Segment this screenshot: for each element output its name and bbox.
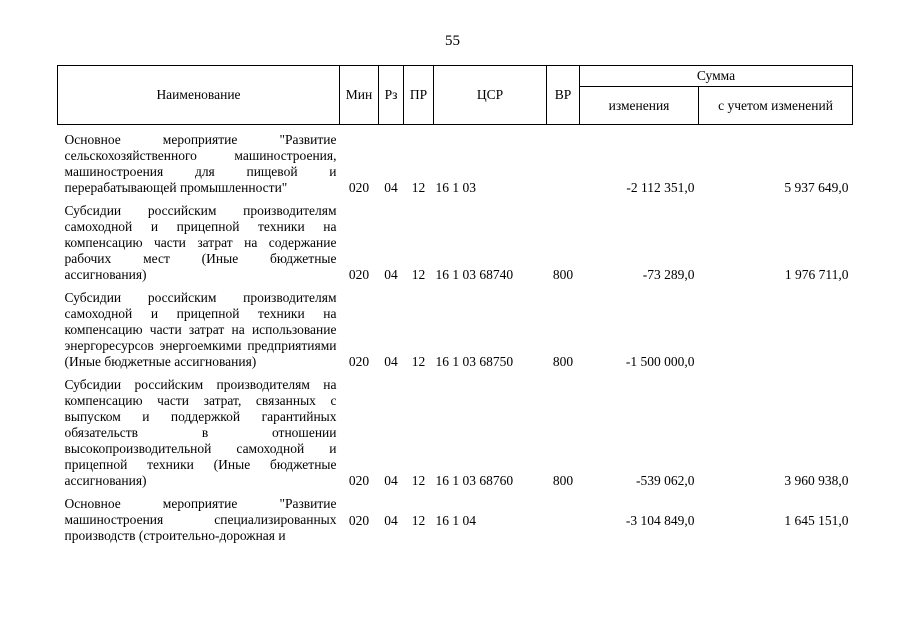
cell-with-change: 1 976 711,0: [784, 267, 849, 282]
cell-vr: 800: [552, 267, 574, 282]
cell-pr: 12: [411, 513, 426, 528]
table-row: [58, 496, 853, 544]
cell-with-change: 5 937 649,0: [784, 180, 849, 195]
cell-change: -539 062,0: [636, 473, 695, 488]
header-csr: ЦСР: [434, 66, 547, 125]
cell-min: 020: [348, 180, 370, 195]
table-row: [58, 377, 853, 489]
cell-with-change: [699, 290, 853, 370]
cell-change: -1 500 000,0: [625, 354, 695, 369]
table-header: [58, 66, 853, 125]
cell-min: 020: [348, 513, 370, 528]
header-change: изменения: [580, 87, 699, 125]
table-body: [58, 125, 853, 545]
header-vr: ВР: [547, 66, 580, 125]
header-sum: Сумма: [580, 66, 853, 87]
cell-name: Субсидии российским производителям самоходной и прицепной техники на компенсацию части затрат на содержание рабочих мест (Иные бюджетные ассигнования): [64, 203, 337, 282]
cell-vr: [547, 496, 580, 544]
cell-min: 020: [348, 354, 370, 369]
cell-pr: 12: [411, 267, 426, 282]
cell-rz: 04: [384, 354, 398, 369]
budget-table: [57, 65, 853, 544]
header-name: Наименование: [58, 66, 340, 125]
cell-csr: 16 1 03 68760: [435, 473, 514, 488]
cell-pr: 12: [411, 180, 426, 195]
table-row: [58, 132, 853, 196]
header-pr: ПР: [404, 66, 434, 125]
cell-name: Субсидии российским производителям самоходной и прицепной техники на компенсацию части затрат на использование энергоресурсов энергоемкими предприятиями (Иные бюджетные ассигнования): [64, 290, 337, 369]
table-row: [58, 203, 853, 283]
header-rz: Рз: [379, 66, 404, 125]
cell-min: 020: [348, 267, 370, 282]
cell-csr: 16 1 03: [435, 180, 476, 195]
cell-name: Основное мероприятие "Развитие сельскохозяйственного машиностроения, машиностроения для пищевой и перерабатывающей промышленности": [64, 132, 337, 195]
cell-rz: 04: [384, 267, 398, 282]
cell-csr: 16 1 04: [435, 513, 476, 528]
cell-change: -3 104 849,0: [625, 513, 695, 528]
cell-with-change: 1 645 151,0: [784, 513, 849, 528]
cell-name: Основное мероприятие "Развитие машиностроения специализированных производств (строительно-дорожная и: [64, 496, 337, 543]
cell-name: Субсидии российским производителям на компенсацию части затрат, связанных с выпуском и поддержкой гарантийных обязательств в отношении высокопроизводительной самоходной и прицепной техники (Иные бюджетные ассигнования): [64, 377, 337, 488]
cell-min: 020: [348, 473, 370, 488]
cell-rz: 04: [384, 473, 398, 488]
cell-change: -2 112 351,0: [626, 180, 695, 195]
table-row: [58, 290, 853, 370]
cell-csr: 16 1 03 68750: [435, 354, 514, 369]
header-with-change: с учетом изменений: [699, 87, 853, 125]
cell-vr: 800: [552, 354, 574, 369]
cell-vr: 800: [552, 473, 574, 488]
header-min: Мин: [340, 66, 379, 125]
cell-pr: 12: [411, 354, 426, 369]
cell-csr: 16 1 03 68740: [435, 267, 514, 282]
cell-change: -73 289,0: [642, 267, 695, 282]
cell-pr: 12: [411, 473, 426, 488]
cell-rz: 04: [384, 180, 398, 195]
cell-with-change: 3 960 938,0: [784, 473, 849, 488]
page-number: 55: [445, 33, 460, 49]
cell-rz: 04: [384, 513, 398, 528]
cell-vr: [547, 132, 580, 196]
